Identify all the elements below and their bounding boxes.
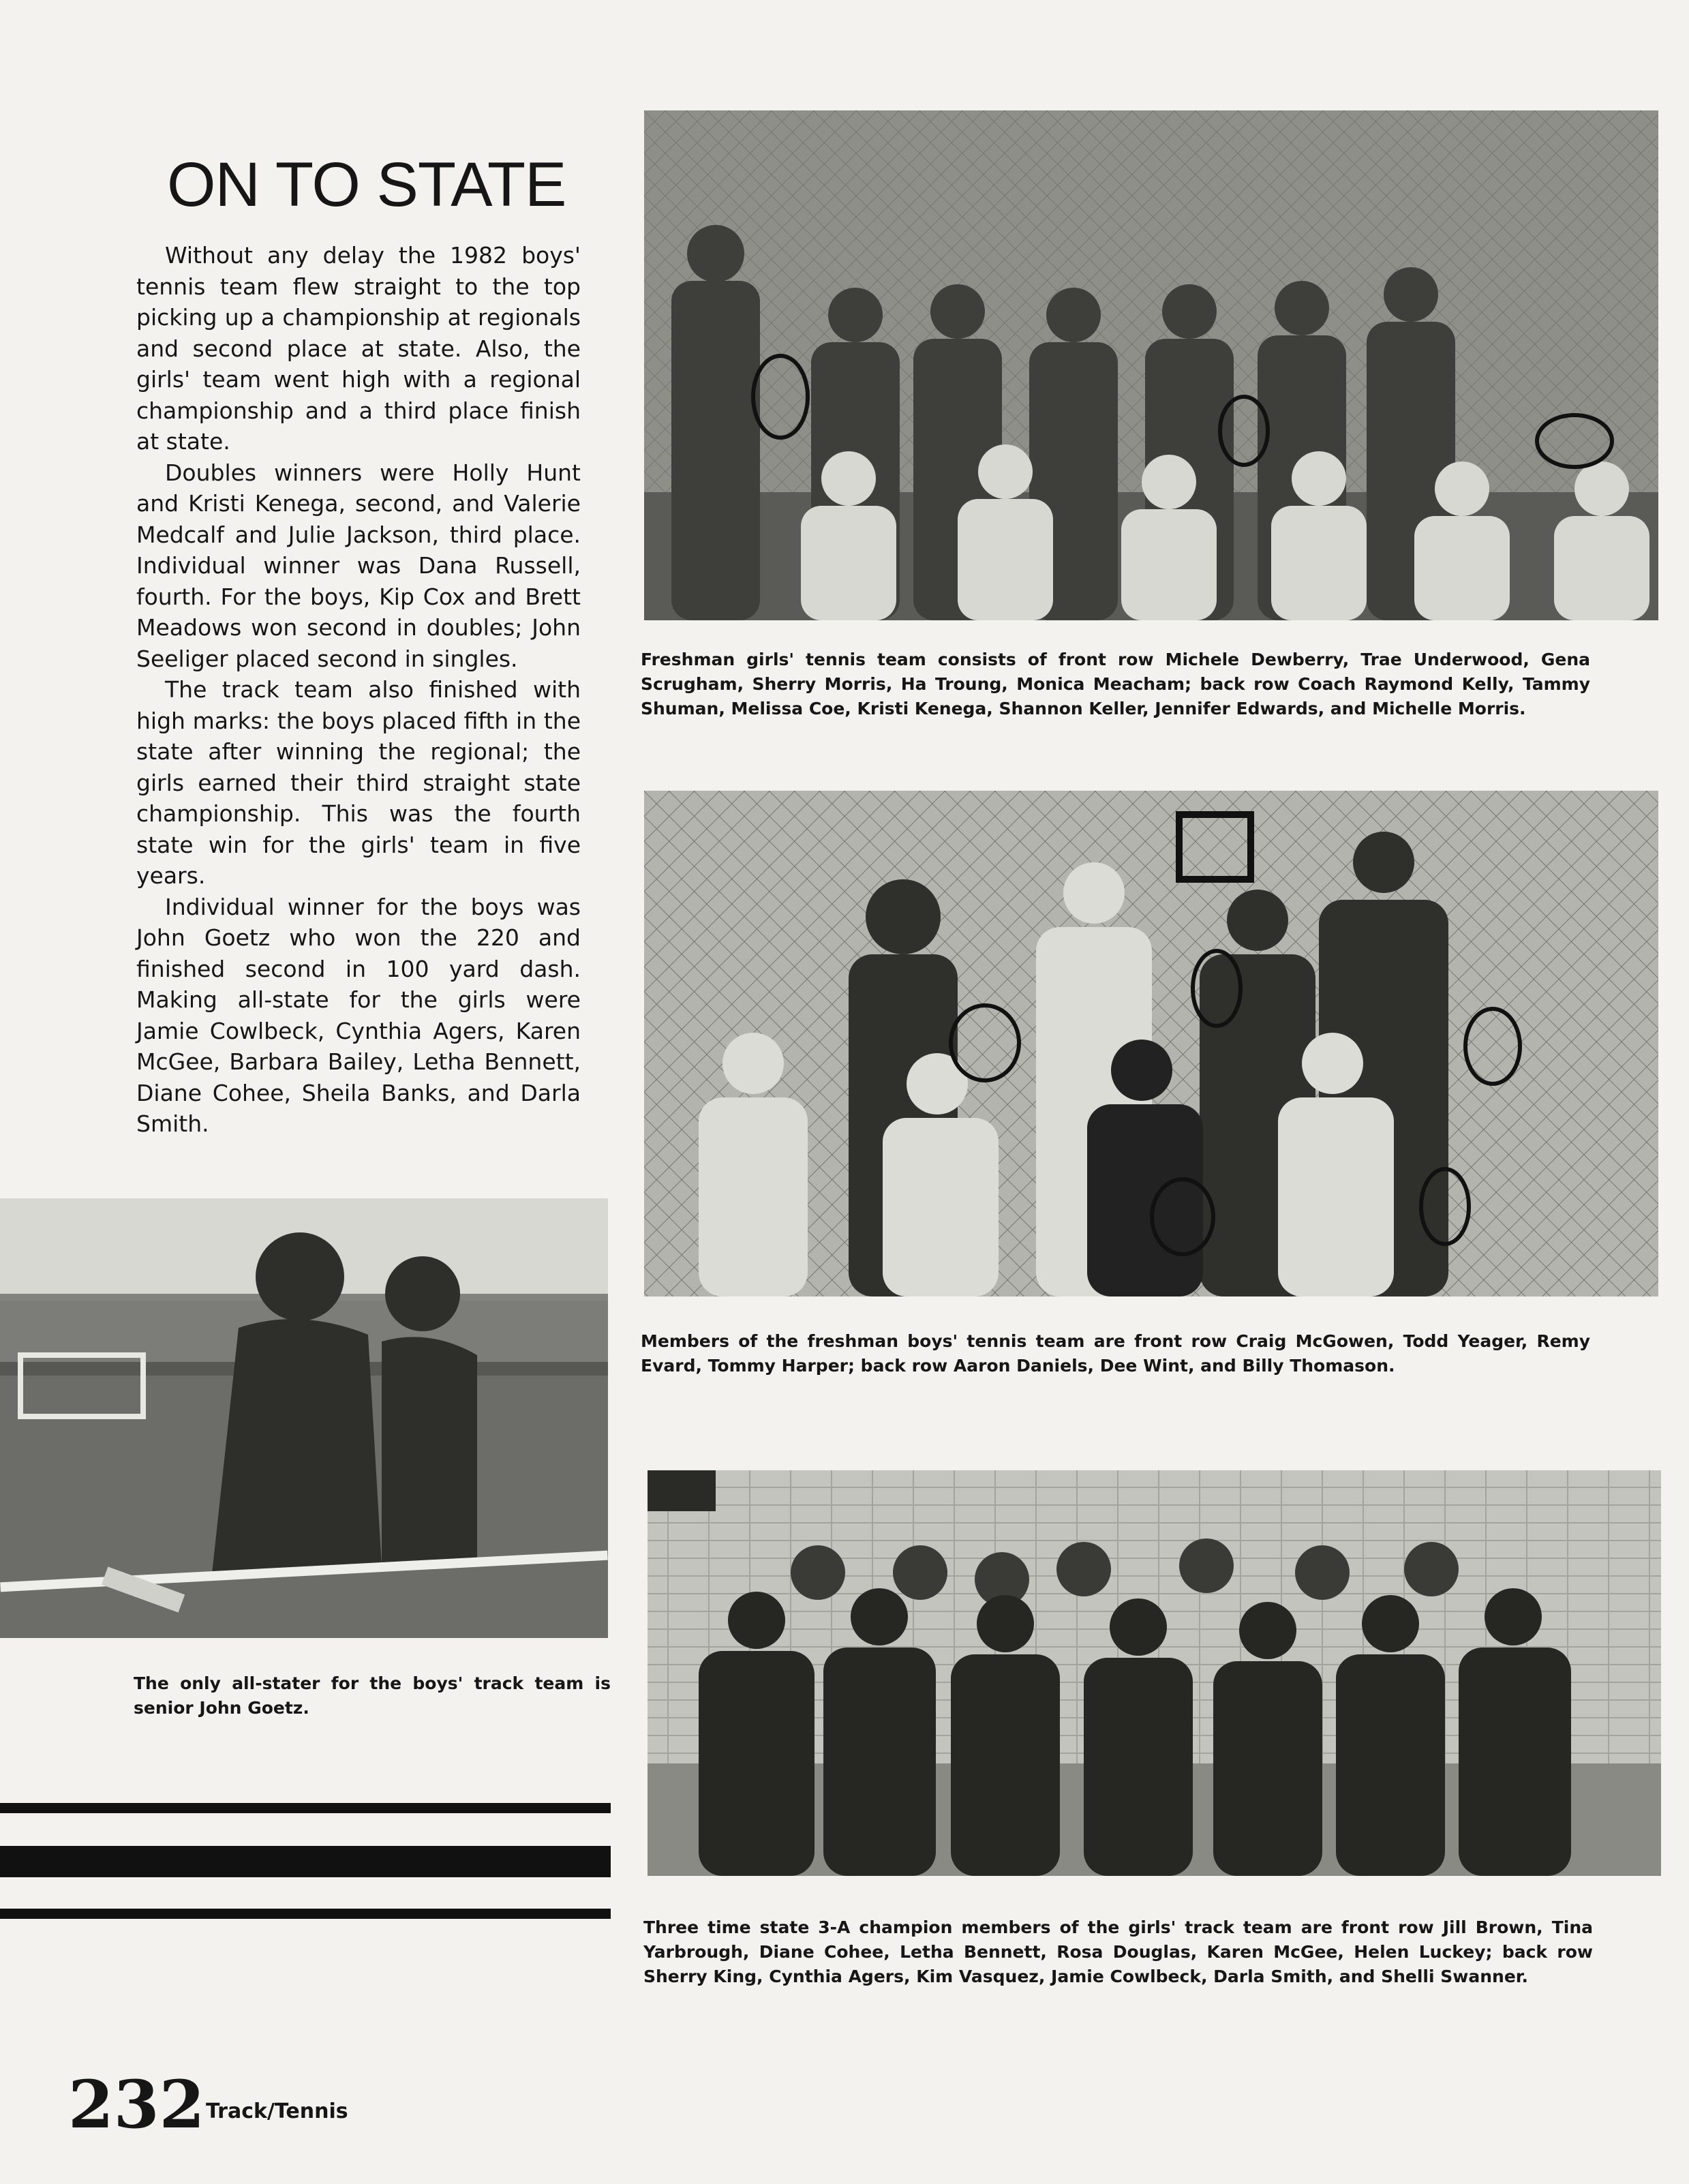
decorative-bar (0, 1846, 611, 1877)
boys-tennis-team-photo (644, 791, 1658, 1296)
all-stater-caption: The only all-stater for the boys' track team is senior John Goetz. (134, 1673, 611, 1718)
article-body (136, 240, 581, 1140)
decorative-bar (0, 1909, 611, 1919)
girls-track-team-photo (648, 1470, 1661, 1876)
all-stater-sprint-photo (0, 1198, 608, 1638)
article-paragraph: The track team also finished with high marks: the boys placed fifth in the state after winning the regional; the girls earned their third straight state championship. This was the fourth state win for the girls' team in five years. (136, 676, 581, 889)
page-title: ON TO STATE (167, 150, 566, 219)
section-label: Track/Tennis (206, 2099, 348, 2123)
boys-tennis-caption: Members of the freshman boys' tennis team are front row Craig McGowen, Todd Yeager, Remy Evard, Tommy Harper; back row Aaron Daniels, Dee Wint, and Billy Thomason. (641, 1331, 1590, 1376)
girls-tennis-team-photo (644, 110, 1658, 620)
girls-track-caption: Three time state 3-A champion members of the girls' track team are front row Jill Brown, Tina Yarbrough, Diane Cohee, Letha Bennett, Rosa Douglas, Karen McGee, Helen Luckey; back row Sherry King, Cynthia Agers, Kim Vasquez, Jamie Cowlbeck, Darla Smith, and Shelli Swanner. (643, 1917, 1593, 1986)
article-paragraph: Doubles winners were Holly Hunt and Kristi Kenega, second, and Valerie Medcalf and Julie Jackson, third place. Individual winner was Dana Russell, fourth. For the boys, Kip Cox and Brett Meadows won second in doubles; John Seeliger placed second in singles. (136, 459, 581, 672)
girls-tennis-caption: Freshman girls' tennis team consists of front row Michele Dewberry, Trae Underwood, Gena Scrugham, Sherry Morris, Ha Troung, Monica Meacham; back row Coach Raymond Kelly, Tammy Shuman, Melissa Coe, Kristi Kenega, Shannon Keller, Jennifer Edwards, and Michelle Morris. (641, 650, 1590, 718)
page-number: 232 (68, 2066, 205, 2143)
decorative-bar (0, 1803, 611, 1813)
article-paragraph: Without any delay the 1982 boys' tennis team flew straight to the top picking up a championship at regionals and second place at state. Also, the girls' team went high with a regional championship and a third place finish at state. (136, 242, 581, 455)
article-paragraph: Individual winner for the boys was John Goetz who won the 220 and finished second in 100 yard dash. Making all-state for the girls were Jamie Cowlbeck, Cynthia Agers, Karen McGee, Barbara Bailey, Letha Bennett, Diane Cohee, Sheila Banks, and Darla Smith. (136, 893, 581, 1137)
